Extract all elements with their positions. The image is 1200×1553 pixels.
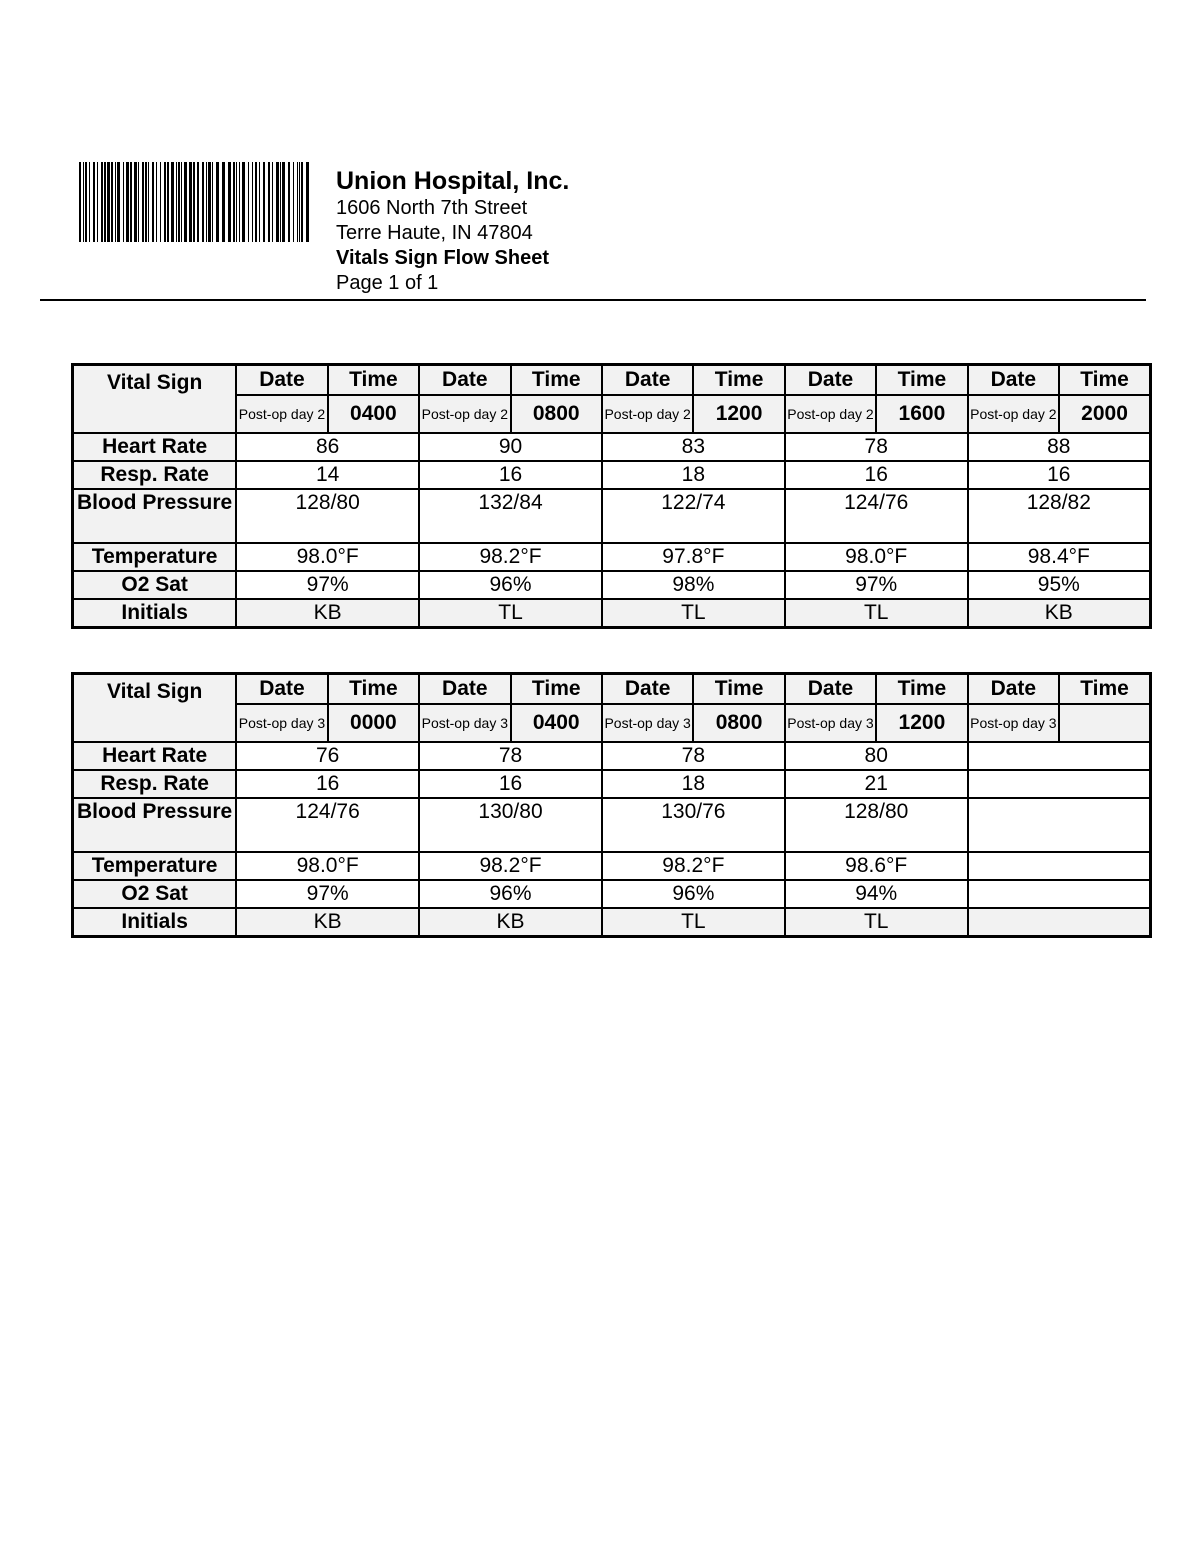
barcode-bar xyxy=(89,162,90,242)
barcode-bar xyxy=(297,162,298,242)
resp-rate-value: 14 xyxy=(236,461,419,489)
barcode-bar xyxy=(164,162,166,242)
barcode-bar xyxy=(178,162,180,242)
time-header: Time xyxy=(693,674,784,705)
address-line-2: Terre Haute, IN 47804 xyxy=(336,222,533,244)
date-header: Date xyxy=(968,365,1059,396)
sheet-title: Vitals Sign Flow Sheet xyxy=(336,247,550,269)
time-value: 2000 xyxy=(1059,395,1150,433)
blood-pressure-value: 128/80 xyxy=(785,798,968,852)
table-row xyxy=(73,571,1151,599)
date-value: Post-op day 3 xyxy=(785,704,876,742)
barcode-bar xyxy=(212,162,213,242)
heart-rate-value: 78 xyxy=(602,742,785,770)
time-value: 0400 xyxy=(511,704,602,742)
address-line-1: 1606 North 7th Street xyxy=(336,197,528,219)
temperature-value: 98.0°F xyxy=(785,543,968,571)
blood-pressure-value: 132/84 xyxy=(419,489,602,543)
heart-rate-value: 88 xyxy=(968,433,1151,461)
date-header: Date xyxy=(602,674,693,705)
barcode-bar xyxy=(171,162,174,242)
initials-label: Initials xyxy=(73,908,237,937)
barcode-bar xyxy=(282,162,285,242)
date-header: Date xyxy=(602,365,693,396)
heart-rate-value xyxy=(968,742,1151,770)
initials-value: TL xyxy=(602,908,785,937)
barcode-bar xyxy=(259,162,260,242)
initials-value xyxy=(968,908,1151,937)
time-header: Time xyxy=(876,674,967,705)
temperature-value xyxy=(968,852,1151,880)
barcode-bar xyxy=(111,162,113,242)
o2-sat-value: 97% xyxy=(785,571,968,599)
resp-rate-value: 16 xyxy=(419,461,602,489)
blood-pressure-label: Blood Pressure xyxy=(73,489,237,543)
date-value: Post-op day 2 xyxy=(419,395,510,433)
heart-rate-value: 80 xyxy=(785,742,968,770)
o2-sat-value: 96% xyxy=(419,880,602,908)
barcode-bar xyxy=(263,162,265,242)
barcode-bar xyxy=(236,162,237,242)
blood-pressure-label: Blood Pressure xyxy=(73,798,237,852)
barcode-bar xyxy=(208,162,211,242)
barcode-bar xyxy=(79,162,81,242)
barcode-bar xyxy=(248,162,249,242)
date-header: Date xyxy=(785,365,876,396)
date-value: Post-op day 3 xyxy=(419,704,510,742)
barcode-bar xyxy=(130,162,132,242)
barcode-bar xyxy=(123,162,124,242)
blood-pressure-value: 128/82 xyxy=(968,489,1151,543)
barcode-bar xyxy=(156,162,157,242)
time-value: 0800 xyxy=(511,395,602,433)
resp-rate-value: 21 xyxy=(785,770,968,798)
barcode-bar xyxy=(134,162,137,242)
blood-pressure-value: 124/76 xyxy=(785,489,968,543)
barcode-bar xyxy=(299,162,300,242)
time-value: 1600 xyxy=(876,395,967,433)
o2-sat-label: O2 Sat xyxy=(73,571,237,599)
barcode-bar xyxy=(148,162,149,242)
barcode-bar xyxy=(176,162,177,242)
barcode-bar xyxy=(83,162,84,242)
barcode-bar xyxy=(181,162,182,242)
o2-sat-value xyxy=(968,880,1151,908)
initials-label: Initials xyxy=(73,599,237,628)
o2-sat-value: 95% xyxy=(968,571,1151,599)
time-header: Time xyxy=(328,674,419,705)
o2-sat-value: 98% xyxy=(602,571,785,599)
barcode-bar xyxy=(268,162,270,242)
time-header: Time xyxy=(1059,365,1150,396)
heart-rate-value: 90 xyxy=(419,433,602,461)
temperature-value: 98.2°F xyxy=(602,852,785,880)
resp-rate-value: 16 xyxy=(968,461,1151,489)
temperature-label: Temperature xyxy=(73,543,237,571)
barcode-bar xyxy=(152,162,154,242)
o2-sat-value: 97% xyxy=(236,571,419,599)
resp-rate-value: 18 xyxy=(602,770,785,798)
time-value xyxy=(1059,704,1150,742)
initials-value: KB xyxy=(968,599,1151,628)
temperature-value: 98.2°F xyxy=(419,852,602,880)
barcode-bar xyxy=(115,162,116,242)
barcode-bar xyxy=(145,162,147,242)
o2-sat-value: 97% xyxy=(236,880,419,908)
document-header xyxy=(336,166,569,296)
vital-sign-header: Vital Sign xyxy=(73,674,237,743)
barcode-bar xyxy=(107,162,110,242)
barcode-bar xyxy=(85,162,87,242)
barcode-bar xyxy=(239,162,240,242)
hospital-name: Union Hospital, Inc. xyxy=(336,167,570,195)
blood-pressure-value xyxy=(968,798,1151,852)
date-header: Date xyxy=(785,674,876,705)
barcode-bar xyxy=(197,162,199,242)
time-header: Time xyxy=(693,365,784,396)
barcode-bar xyxy=(216,162,219,242)
time-value: 0400 xyxy=(328,395,419,433)
initials-value: KB xyxy=(236,599,419,628)
barcode-bar xyxy=(206,162,207,242)
blood-pressure-value: 124/76 xyxy=(236,798,419,852)
barcode-bar xyxy=(276,162,279,242)
initials-value: KB xyxy=(419,908,602,937)
vital-sign-header: Vital Sign xyxy=(73,365,237,434)
barcode-bar xyxy=(288,162,290,242)
barcode-bar xyxy=(93,162,95,242)
barcode-bar xyxy=(252,162,253,242)
date-header: Date xyxy=(236,674,327,705)
resp-rate-label: Resp. Rate xyxy=(73,770,237,798)
time-value: 1200 xyxy=(876,704,967,742)
date-value: Post-op day 2 xyxy=(968,395,1059,433)
table-row xyxy=(73,461,1151,489)
time-header: Time xyxy=(328,365,419,396)
barcode-bar xyxy=(126,162,129,242)
vitals-table-1 xyxy=(71,363,1152,629)
barcode-bar xyxy=(272,162,273,242)
barcode-bar xyxy=(167,162,169,242)
resp-rate-value: 16 xyxy=(419,770,602,798)
temperature-label: Temperature xyxy=(73,852,237,880)
date-value: Post-op day 2 xyxy=(602,395,693,433)
table-row xyxy=(73,599,1151,628)
time-header: Time xyxy=(876,365,967,396)
barcode-bar xyxy=(293,162,294,242)
table-row xyxy=(73,489,1151,543)
barcode-bar xyxy=(222,162,225,242)
date-value: Post-op day 3 xyxy=(602,704,693,742)
table-row xyxy=(73,798,1151,852)
table-row xyxy=(73,770,1151,798)
heart-rate-label: Heart Rate xyxy=(73,742,237,770)
table-row xyxy=(73,433,1151,461)
blood-pressure-value: 122/74 xyxy=(602,489,785,543)
date-value: Post-op day 3 xyxy=(236,704,327,742)
date-value: Post-op day 2 xyxy=(236,395,327,433)
temperature-value: 98.4°F xyxy=(968,543,1151,571)
blood-pressure-value: 130/76 xyxy=(602,798,785,852)
table-row xyxy=(73,908,1151,937)
heart-rate-value: 86 xyxy=(236,433,419,461)
resp-rate-value: 18 xyxy=(602,461,785,489)
date-header: Date xyxy=(236,365,327,396)
initials-value: TL xyxy=(602,599,785,628)
barcode-bar xyxy=(160,162,161,242)
barcode-bar xyxy=(104,162,106,242)
barcode-bar xyxy=(97,162,98,242)
heart-rate-label: Heart Rate xyxy=(73,433,237,461)
temperature-value: 98.0°F xyxy=(236,852,419,880)
barcode-bar xyxy=(193,162,195,242)
date-header: Date xyxy=(968,674,1059,705)
barcode-bar xyxy=(202,162,204,242)
barcode-bar xyxy=(255,162,257,242)
table-row xyxy=(73,852,1151,880)
time-value: 1200 xyxy=(693,395,784,433)
initials-value: TL xyxy=(785,908,968,937)
barcode-bar xyxy=(101,162,103,242)
time-value: 0800 xyxy=(693,704,784,742)
table-row xyxy=(73,880,1151,908)
heart-rate-value: 83 xyxy=(602,433,785,461)
page-label: Page 1 of 1 xyxy=(336,272,439,294)
time-header: Time xyxy=(1059,674,1150,705)
temperature-value: 98.2°F xyxy=(419,543,602,571)
heart-rate-value: 76 xyxy=(236,742,419,770)
vitals-table-2 xyxy=(71,672,1152,938)
o2-sat-value: 96% xyxy=(419,571,602,599)
temperature-value: 98.6°F xyxy=(785,852,968,880)
barcode-bar xyxy=(189,162,192,242)
initials-value: TL xyxy=(419,599,602,628)
barcode-bar xyxy=(142,162,144,242)
date-header: Date xyxy=(419,674,510,705)
barcode-bar xyxy=(280,162,281,242)
o2-sat-value: 96% xyxy=(602,880,785,908)
barcode-bar xyxy=(138,162,139,242)
temperature-value: 98.0°F xyxy=(236,543,419,571)
initials-value: TL xyxy=(785,599,968,628)
barcode-bar xyxy=(306,162,309,242)
heart-rate-value: 78 xyxy=(785,433,968,461)
resp-rate-value: 16 xyxy=(785,461,968,489)
date-value: Post-op day 3 xyxy=(968,704,1059,742)
barcode-bar xyxy=(301,162,303,242)
barcode xyxy=(79,162,309,242)
table-row xyxy=(73,543,1151,571)
o2-sat-label: O2 Sat xyxy=(73,880,237,908)
time-header: Time xyxy=(511,365,602,396)
time-header: Time xyxy=(511,674,602,705)
barcode-bar xyxy=(117,162,120,242)
heart-rate-value: 78 xyxy=(419,742,602,770)
temperature-value: 97.8°F xyxy=(602,543,785,571)
blood-pressure-value: 128/80 xyxy=(236,489,419,543)
date-value: Post-op day 2 xyxy=(785,395,876,433)
header-divider xyxy=(40,299,1146,301)
barcode-bar xyxy=(184,162,187,242)
resp-rate-value: 16 xyxy=(236,770,419,798)
resp-rate-value xyxy=(968,770,1151,798)
barcode-bar xyxy=(242,162,245,242)
resp-rate-label: Resp. Rate xyxy=(73,461,237,489)
initials-value: KB xyxy=(236,908,419,937)
time-value: 0000 xyxy=(328,704,419,742)
barcode-graphic xyxy=(79,162,309,242)
blood-pressure-value: 130/80 xyxy=(419,798,602,852)
table-row xyxy=(73,742,1151,770)
barcode-bar xyxy=(228,162,231,242)
date-header: Date xyxy=(419,365,510,396)
barcode-bar xyxy=(233,162,235,242)
o2-sat-value: 94% xyxy=(785,880,968,908)
